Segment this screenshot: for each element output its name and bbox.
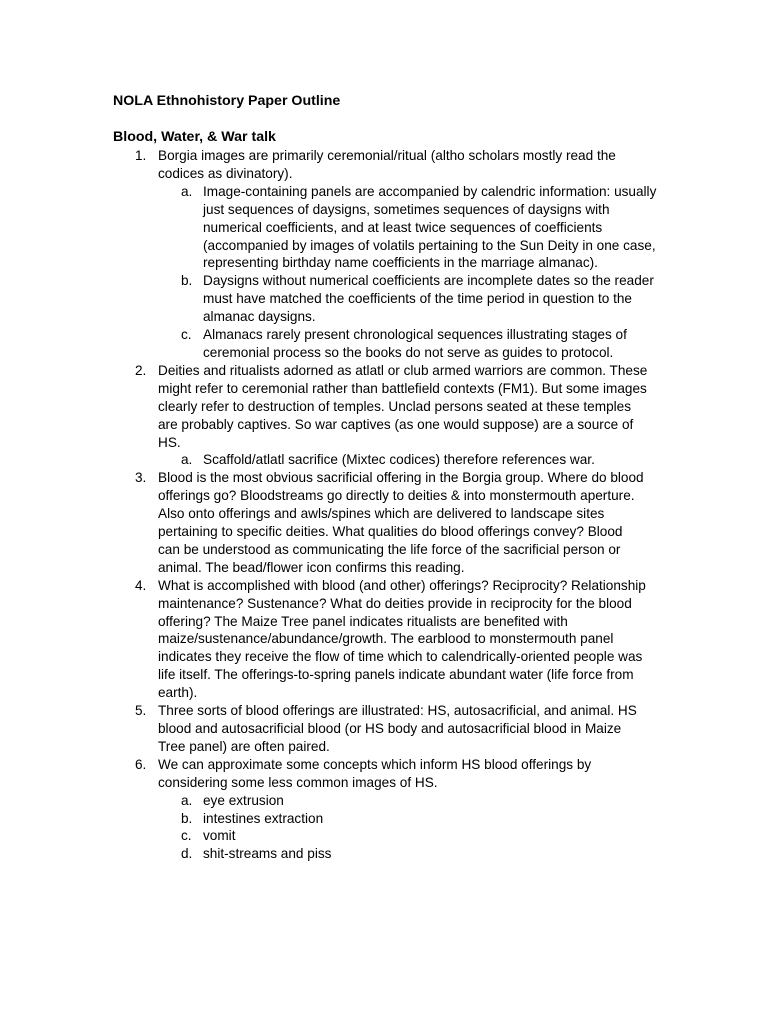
outline-subitem-letter: c. [181,828,192,844]
outline-item-number: 6. [135,756,147,772]
outline-subitem-letter: a. [181,792,193,808]
outline-item-number: 4. [135,577,147,593]
outline-item-number: 2. [135,362,147,378]
outline-subitem-letter: b. [181,810,193,826]
outline-subitem-letter: d. [181,846,193,862]
outline-item [0,362,648,452]
outline-item [0,469,648,576]
outline-subitem-text: eye extrusion [203,792,284,808]
outline-subitem-text: Scaffold/atlatl sacrifice (Mixtec codices) therefore references war. [203,452,595,468]
section-heading: Blood, Water, & War talk [113,129,276,145]
outline-item-number: 5. [135,703,147,719]
outline-subitem-text: Image-containing panels are accompanied by calendric information: usually just sequences of daysigns, sometimes sequences of daysigns with numerical coefficients, and at least twice sequences of coefficients (accompanied by images of volatils pertaining to the Sun Deity in one case, representing birthday name coefficients in the marriage almanac). [203,183,657,271]
outline-list [0,147,768,863]
outline-subitem-text: Almanacs rarely present chronological sequences illustrating stages of ceremonial process so the books do not serve as guides to protocol. [203,327,627,360]
outline-subitem [0,451,658,469]
outline-subitem-text: shit-streams and piss [203,846,332,862]
outline-item [0,702,648,756]
outline-item-text: Three sorts of blood offerings are illustrated: HS, autosacrificial, and animal. HS blood and autosacrificial blood (or HS body and autosacrificial blood in Maize Tree panel) are often paired. [158,703,637,754]
outline-subitem [0,272,658,326]
document-title: NOLA Ethnohistory Paper Outline [113,93,341,109]
outline-subitem-letter: a. [181,183,193,199]
outline-subitem-letter: a. [181,452,193,468]
outline-item-text: We can approximate some concepts which inform HS blood offerings by considering some less common images of HS. [158,756,592,790]
outline-subitem-text: intestines extraction [203,810,324,826]
outline-subitem-text: vomit [203,828,236,844]
outline-item [0,577,648,702]
outline-subitem [0,810,658,828]
outline-item-number: 3. [135,470,147,486]
outline-subitem [0,326,658,362]
outline-subitem-text: Daysigns without numerical coefficients are incomplete dates so the reader must have matched the coefficients of the time period in question to the almanac daysigns. [203,273,654,325]
outline-item [0,147,648,183]
outline-subitem-letter: b. [181,273,193,289]
outline-subitem [0,827,658,845]
outline-subitem [0,845,658,863]
outline-subitem [0,183,658,273]
outline-item-text: Blood is the most obvious sacrificial offering in the Borgia group. Where do blood offerings go? Bloodstreams go directly to deities & into monstermouth aperture. Also onto offerings and awls/spines which are delivered to landscape sites pertaining to specific deities. What qualities do blood offerings convey? Blood can be understood as communicating the life force of the sacrificial person or animal. The bead/flower icon confirms this reading. [158,470,644,575]
outline-item-text: Borgia images are primarily ceremonial/ritual (altho scholars mostly read the codices as divinatory). [158,148,616,181]
outline-item-number: 1. [135,148,147,163]
outline-item [0,756,648,792]
outline-subitem-letter: c. [181,327,192,343]
outline-subitem [0,792,658,810]
outline-item-text: What is accomplished with blood (and other) offerings? Reciprocity? Relationship maintenance? Sustenance? What do deities provide in reciprocity for the blood offering? The Maize Tree panel indicates ritualists are benefited with maize/sustenance/abundance/growth. The earblood to monstermouth panel indicates they receive the flow of time which to calendrically-oriented people was life itself. The offerings-to-spring panels indicate abundant water (life force from earth). [158,577,646,701]
outline-item-text: Deities and ritualists adorned as atlatl or club armed warriors are common. These might refer to ceremonial rather than battlefield contexts (FM1). But some images clearly refer to destruction of temples. Unclad persons seated at these temples are probably captives. So war captives (as one would suppose) are a source of HS. [158,362,648,450]
